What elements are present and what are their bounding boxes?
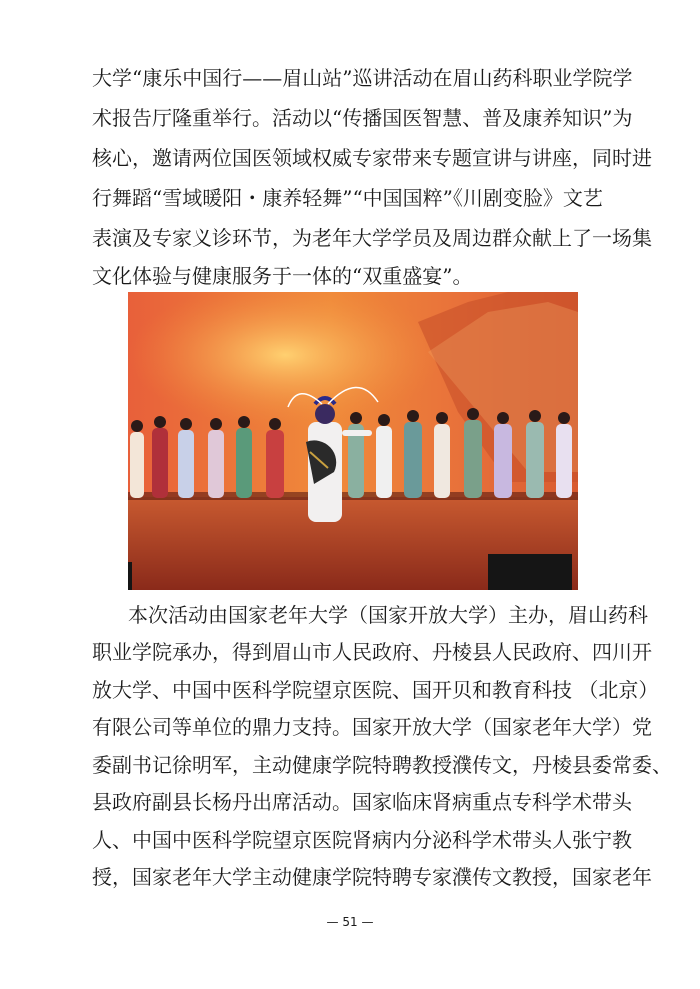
stage-performance-photo xyxy=(128,292,578,590)
text-line: 职业学院承办，得到眉山市人民政府、丹棱县人民政府、四川开 xyxy=(92,640,652,664)
text-line: 人、中国中医科学院望京医院肾病内分泌科学术带头人张宁教 xyxy=(92,828,632,852)
text-line: 有限公司等单位的鼎力支持。国家开放大学（国家老年大学）党 xyxy=(92,715,652,739)
text-line: 大学“康乐中国行——眉山站”巡讲活动在眉山药科职业学院学 xyxy=(92,66,633,90)
text-line: 委副书记徐明军，主动健康学院特聘教授濮传文，丹棱县委常委、 xyxy=(92,753,672,777)
text-line: 放大学、中国中医科学院望京医院、国开贝和教育科技 （北京） xyxy=(92,678,659,702)
text-line: 行舞蹈“雪域暖阳・康养轻舞”“中国国粹”《川剧变脸》文艺 xyxy=(92,186,603,210)
text-line: 本次活动由国家老年大学（国家开放大学）主办，眉山药科 xyxy=(128,603,648,627)
text-line: 县政府副县长杨丹出席活动。国家临床肾病重点专科学术带头 xyxy=(92,790,632,814)
page-number: — 51 — xyxy=(326,915,374,929)
text-line: 表演及专家义诊环节，为老年大学学员及周边群众献上了一场集 xyxy=(92,226,652,250)
text-line: 授，国家老年大学主动健康学院特聘专家濮传文教授，国家老年 xyxy=(92,865,652,889)
text-line: 术报告厅隆重举行。活动以“传播国医智慧、普及康养知识”为 xyxy=(92,106,633,130)
text-line: 核心，邀请两位国医领域权威专家带来专题宣讲与讲座，同时进 xyxy=(92,146,652,170)
text-line: 文化体验与健康服务于一体的“双重盛宴”。 xyxy=(92,264,473,288)
